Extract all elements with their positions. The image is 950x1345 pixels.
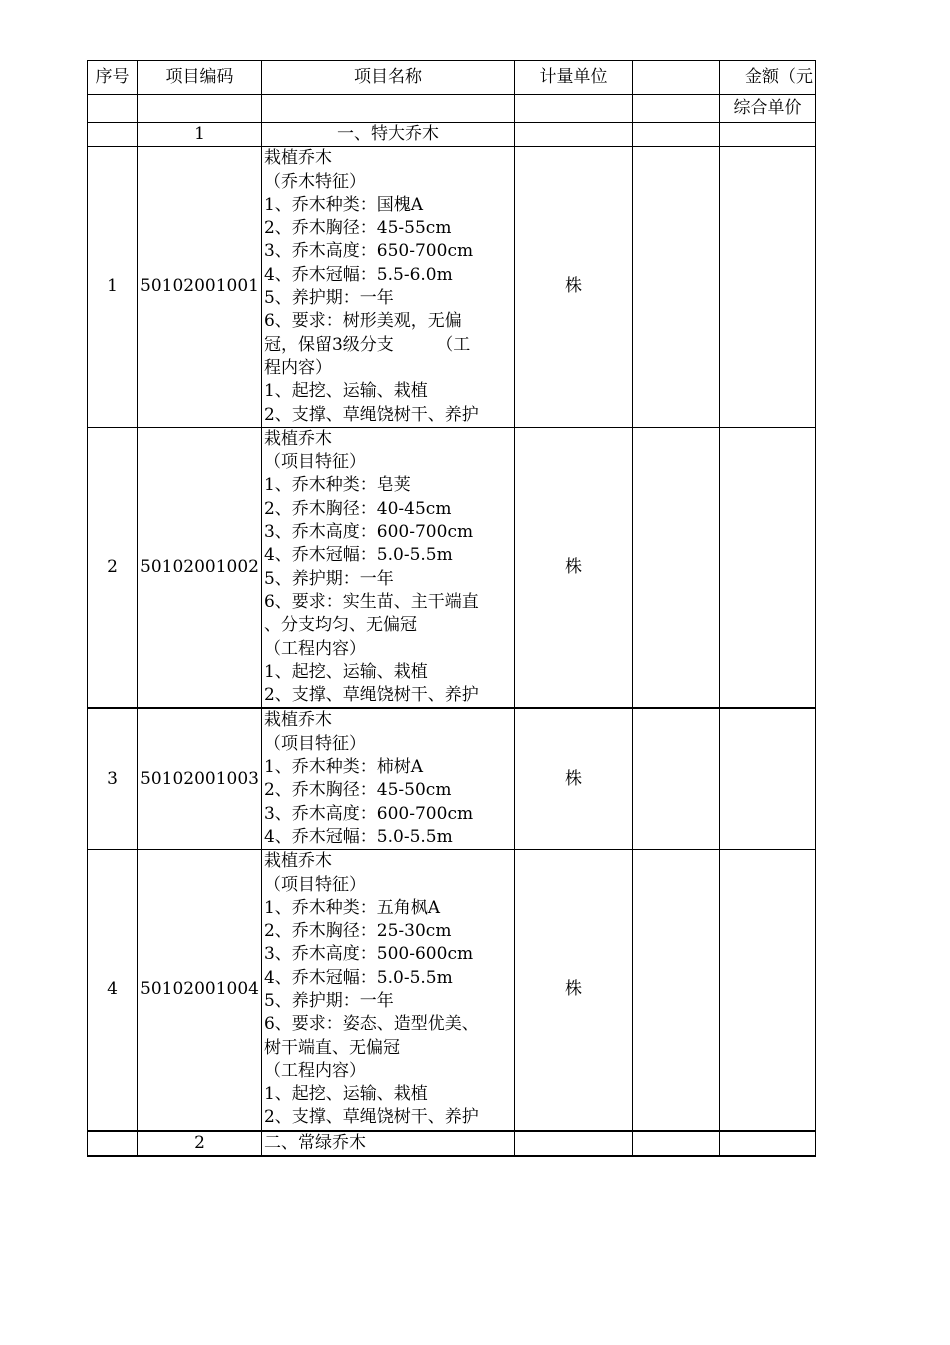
item-price-cell (719, 708, 815, 849)
subheader-empty-cell (138, 95, 262, 123)
description-line: （工程内容） (263, 638, 366, 659)
subheader-empty-cell (514, 95, 632, 123)
header-name: 项目名称 (261, 61, 514, 95)
section-empty-cell (514, 123, 632, 147)
item-code: 50102001001 (138, 147, 262, 428)
item-qty-cell (632, 708, 719, 849)
description-line: 6、要求：树形美观，无偏 (263, 311, 462, 332)
header-seq: 序号 (88, 61, 138, 95)
item-unit: 株 (514, 850, 632, 1131)
description-line: 2、支撑、草绳饶树干、养护 (263, 404, 479, 425)
description-line: （项目特征） (263, 874, 366, 895)
description-line: 栽植乔木 (263, 428, 332, 449)
item-code: 50102001004 (138, 850, 262, 1131)
section-index: 1 (138, 123, 262, 147)
description-line: 2、乔木胸径：45-50cm (263, 780, 452, 801)
description-line: 程内容） (263, 357, 332, 378)
header-qty (632, 61, 719, 95)
table-row (88, 147, 816, 428)
item-description (261, 147, 514, 428)
header-code: 项目编码 (138, 61, 262, 95)
section-empty-cell (632, 1131, 719, 1156)
description-line: 、分支均匀、无偏冠 (263, 615, 417, 636)
item-code: 50102001002 (138, 427, 262, 708)
header-unit: 计量单位 (514, 61, 632, 95)
description-line: （工程内容） (263, 1060, 366, 1081)
bill-of-quantities-table (87, 60, 816, 1157)
description-line: 5、养护期：一年 (263, 990, 394, 1011)
description-line: 栽植乔木 (263, 710, 332, 731)
item-description (261, 850, 514, 1131)
description-line: 1、乔木种类：皂荚 (263, 475, 411, 496)
section-row (88, 1131, 816, 1156)
subheader-empty-cell (632, 95, 719, 123)
description-line: 2、支撑、草绳饶树干、养护 (263, 1107, 479, 1128)
description-line: 栽植乔木 (263, 148, 332, 169)
description-line: 1、乔木种类：国槐A (263, 194, 424, 215)
description-line: 3、乔木高度：650-700cm (263, 241, 474, 262)
section-seq-cell (88, 123, 138, 147)
section-title: 二、常绿乔木 (261, 1131, 514, 1156)
description-line: 2、乔木胸径：25-30cm (263, 921, 452, 942)
section-empty-cell (632, 123, 719, 147)
item-seq: 2 (88, 427, 138, 708)
table-row (88, 850, 816, 1131)
description-line: 4、乔木冠幅：5.0-5.5m (263, 545, 453, 566)
section-row (88, 123, 816, 147)
subheader-row (88, 95, 816, 123)
item-qty-cell (632, 427, 719, 708)
section-title: 一、特大乔木 (261, 123, 514, 147)
description-line: 6、要求：姿态、造型优美、 (263, 1014, 479, 1035)
description-line: 2、乔木胸径：45-55cm (263, 218, 452, 239)
description-line: 1、起挖、运输、栽植 (263, 661, 428, 682)
description-line: 4、乔木冠幅：5.0-5.5m (263, 967, 453, 988)
section-seq-cell (88, 1131, 138, 1156)
section-empty-cell (719, 123, 815, 147)
description-line: 1、起挖、运输、栽植 (263, 1084, 428, 1105)
section-empty-cell (719, 1131, 815, 1156)
description-line: 栽植乔木 (263, 851, 332, 872)
header-row (88, 61, 816, 95)
description-line: 3、乔木高度：500-600cm (263, 944, 474, 965)
item-code: 50102001003 (138, 708, 262, 849)
description-line: 1、起挖、运输、栽植 (263, 381, 428, 402)
description-line: 5、养护期：一年 (263, 568, 394, 589)
subheader-empty-cell (261, 95, 514, 123)
description-line: 4、乔木冠幅：5.0-5.5m (263, 826, 453, 847)
table-row (88, 427, 816, 708)
description-line: 1、乔木种类：柿树A (263, 757, 424, 778)
item-price-cell (719, 147, 815, 428)
description-line: （项目特征） (263, 452, 366, 473)
description-line: 3、乔木高度：600-700cm (263, 522, 474, 543)
item-qty-cell (632, 147, 719, 428)
description-line: 4、乔木冠幅：5.5-6.0m (263, 264, 453, 285)
header-amount: 金额（元 (719, 61, 815, 95)
description-line: 3、乔木高度：600-700cm (263, 803, 474, 824)
description-line: 树干端直、无偏冠 (263, 1037, 400, 1058)
item-unit: 株 (514, 708, 632, 849)
description-line: 1、乔木种类：五角枫A (263, 897, 441, 918)
item-unit: 株 (514, 147, 632, 428)
item-price-cell (719, 427, 815, 708)
description-line: 5、养护期：一年 (263, 288, 394, 309)
section-empty-cell (514, 1131, 632, 1156)
description-line: （项目特征） (263, 733, 366, 754)
item-seq: 3 (88, 708, 138, 849)
item-seq: 1 (88, 147, 138, 428)
description-line: （乔木特征） (263, 171, 366, 192)
table-row (88, 708, 816, 849)
item-seq: 4 (88, 850, 138, 1131)
subheader-empty-cell (88, 95, 138, 123)
description-line: 2、乔木胸径：40-45cm (263, 498, 452, 519)
description-line: 冠，保留3级分支 （工 (263, 334, 471, 355)
item-price-cell (719, 850, 815, 1131)
description-line: 6、要求：实生苗、主干端直 (263, 591, 479, 612)
item-qty-cell (632, 850, 719, 1131)
header-unit-price: 综合单价 (719, 95, 815, 123)
item-unit: 株 (514, 427, 632, 708)
item-description (261, 427, 514, 708)
section-index: 2 (138, 1131, 262, 1156)
description-line: 2、支撑、草绳饶树干、养护 (263, 685, 479, 706)
item-description (261, 708, 514, 849)
